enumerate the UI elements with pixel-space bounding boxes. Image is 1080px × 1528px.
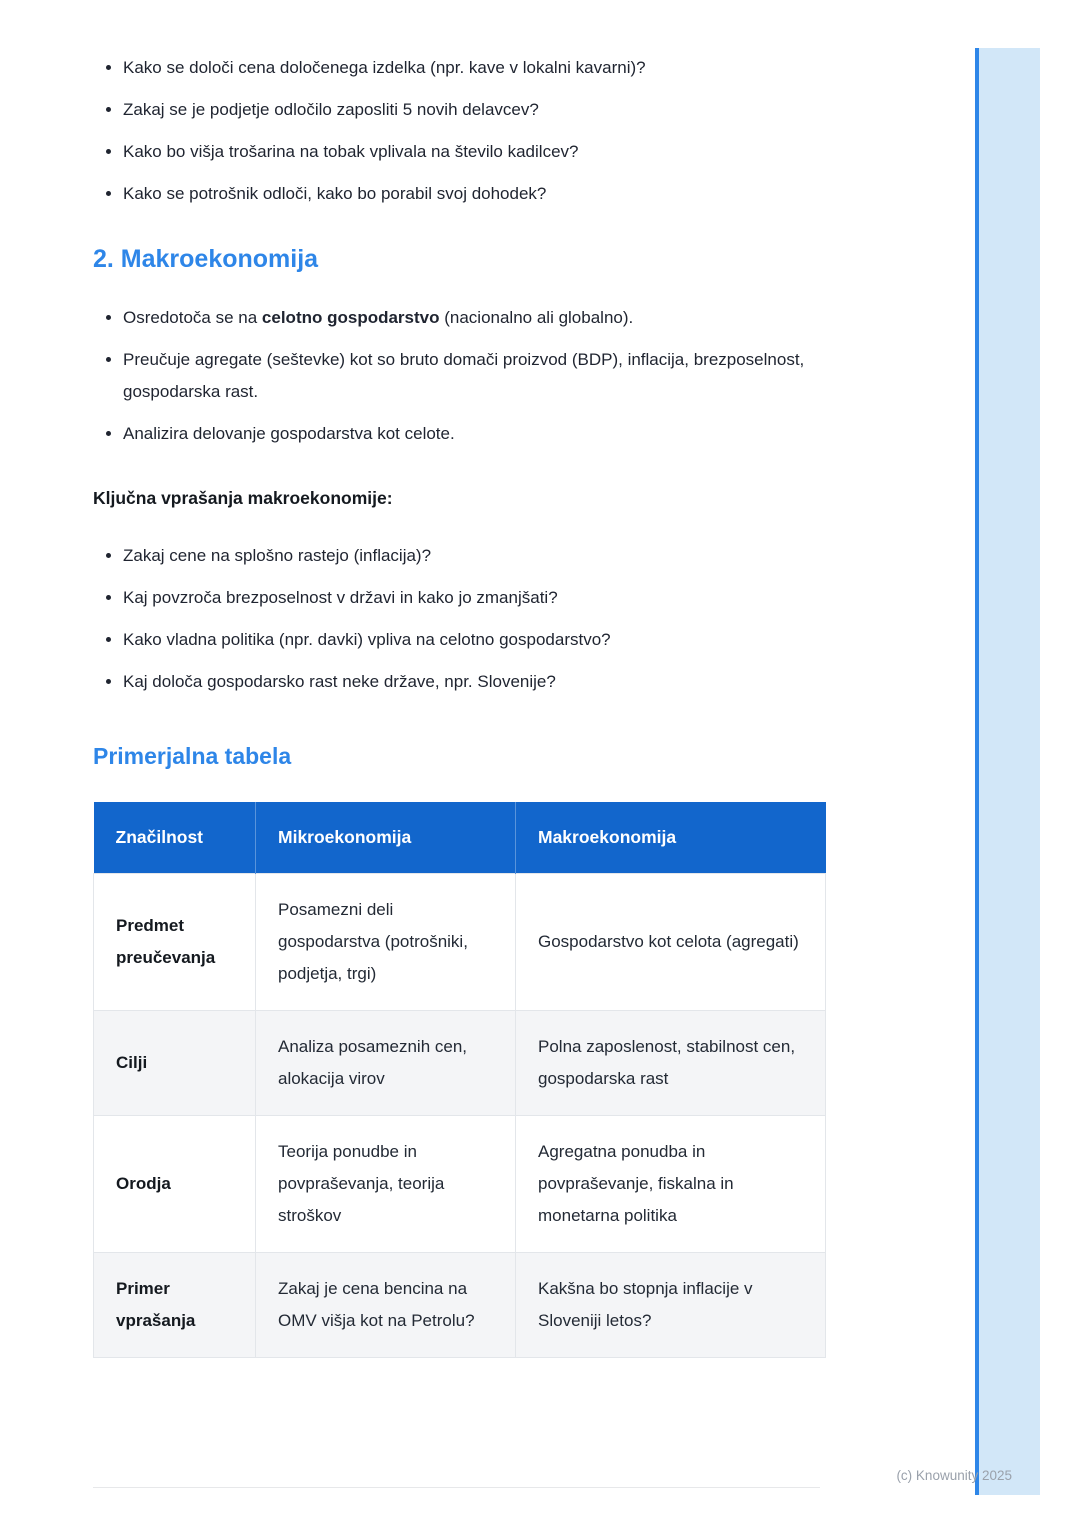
copyright-notice: (c) Knowunity 2025 (896, 1468, 1012, 1483)
section-title-makroekonomija: 2. Makroekonomija (93, 245, 319, 273)
comparison-table (93, 802, 826, 1358)
table-header-row (94, 802, 826, 874)
cell-micro: Posamezni deli gospodarstva (potrošniki, podjetja, trgi) (256, 874, 516, 1011)
bullet-item: • Kako vladna politika (npr. davki) vpliva na celotno gospodarstvo? (123, 624, 825, 656)
bullet-item: • Preučuje agregate (seštevke) kot so bruto domači proizvod (BDP), inflacija, brezposelnost, gospodarska rast. (123, 344, 825, 408)
table-row (94, 874, 826, 1011)
bullet-item: • Kako se potrošnik odloči, kako bo porabil svoj dohodek? (123, 178, 825, 210)
right-edge-panel (979, 48, 1040, 1495)
makro-questions-subheading: Ključna vprašanja makroekonomije: (93, 488, 393, 508)
comparison-table-title: Primerjalna tabela (93, 743, 292, 769)
cell-micro: Teorija ponudbe in povpraševanja, teorija stroškov (256, 1116, 516, 1253)
cell-feature: Predmet preučevanja (94, 874, 256, 1011)
bullet-item: • Kaj povzroča brezposelnost v državi in kako jo zmanjšati? (123, 582, 825, 614)
bullet-item: • Kaj določa gospodarsko rast neke države, npr. Slovenije? (123, 666, 825, 698)
document-content (93, 0, 825, 1358)
cell-macro: Gospodarstvo kot celota (agregati) (516, 874, 826, 1011)
bullet-item: • Kako bo višja trošarina na tobak vplivala na število kadilcev? (123, 136, 825, 168)
bullet-text-part: Osredotoča se na (123, 308, 262, 327)
bullet-item: • Analizira delovanje gospodarstva kot celote. (123, 418, 825, 450)
cell-micro: Analiza posameznih cen, alokacija virov (256, 1011, 516, 1116)
table-row (94, 1116, 826, 1253)
cell-macro: Agregatna ponudba in povpraševanje, fiskalna in monetarna politika (516, 1116, 826, 1253)
column-header-mikroekonomija: Mikroekonomija (256, 802, 516, 874)
bullet-item: • Kako se določi cena določenega izdelka (npr. kave v lokalni kavarni)? (123, 52, 825, 84)
cell-macro: Polna zaposlenost, stabilnost cen, gospodarska rast (516, 1011, 826, 1116)
cell-feature: Orodja (94, 1116, 256, 1253)
cell-feature: Cilji (94, 1011, 256, 1116)
table-row (94, 1253, 826, 1358)
bullet-item: • Zakaj se je podjetje odločilo zaposliti 5 novih delavcev? (123, 94, 825, 126)
bullet-bold-text: celotno gospodarstvo (261, 308, 440, 327)
column-header-znacilnost: Značilnost (94, 802, 256, 874)
bullet-item (123, 302, 825, 334)
makro-questions-list (93, 540, 825, 698)
cell-macro: Kakšna bo stopnja inflacije v Sloveniji letos? (516, 1253, 826, 1358)
makro-description-list (93, 302, 825, 450)
cell-micro: Zakaj je cena bencina na OMV višja kot na Petrolu? (256, 1253, 516, 1358)
table-row (94, 1011, 826, 1116)
micro-questions-list (93, 52, 825, 210)
bullet-item: • Zakaj cene na splošno rastejo (inflacija)? (123, 540, 825, 572)
column-header-makroekonomija: Makroekonomija (516, 802, 826, 874)
page-bottom-divider (93, 1487, 820, 1488)
bullet-text-part: (nacionalno ali globalno). (439, 308, 634, 327)
cell-feature: Primer vprašanja (94, 1253, 256, 1358)
